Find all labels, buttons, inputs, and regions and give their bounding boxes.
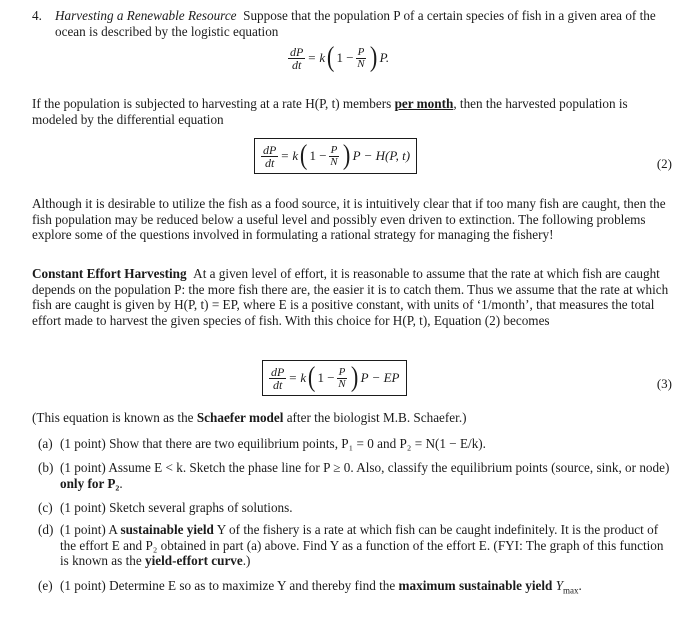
although-paragraph: Although it is desirable to utilize the fish as a food source, it is intuitively clear that if too many fish are caught, then the fish population may be reduced below a useful level and possibly even driven to extinction. The following problems explore some of the questions involved in formulating a rational strategy for managing the fishery! [32,196,666,243]
eq3-label: (3) [656,376,672,391]
eq2-k: = k [280,148,299,164]
part-a [38,436,672,452]
part-e [38,578,672,599]
part-b-label: (b) [38,460,54,475]
eq3-inner: 1 − [317,370,335,386]
eq2-left-paren: ( [300,140,308,171]
part-c [38,500,672,516]
part-e-end: . [578,578,582,593]
part-a-text: (1 point) Show that there are two equilibrium points, P₁ = 0 and P₂ = N(1 − E/k). [60,436,486,451]
ceh-paragraph [32,266,672,328]
harvested-equation [254,138,417,174]
eq3-tail: P − EP [360,370,400,386]
part-b [38,460,672,491]
harvest-text-1: If the population is subjected to harvesting at a rate H(P, t) members [32,96,392,111]
harvest-paragraph [32,96,672,127]
eq3-right-paren: ) [351,362,359,393]
part-a-label: (a) [38,436,53,451]
eq3-k: = k [288,370,307,386]
harvest-text-2: , then the harvested population is modeled by the differential equation [32,96,628,127]
part-d [38,522,672,569]
problem-title: Harvesting a Renewable Resource [55,8,237,23]
ceh-heading: Constant Effort Harvesting [32,266,187,281]
part-b-after: . [119,475,123,491]
schaefer-pre: (This equation is known as the [32,410,194,425]
problem-intro [32,8,672,39]
eq1-inner-fraction: $\frac{P}{N}$ [357,45,365,70]
intro-text: Suppose that the population P of a certain species of fish in a given area of the ocean is described by the logistic equation [55,8,656,39]
part-e-sub: max [563,585,579,596]
eq1-tail: P. [379,50,390,66]
part-b-bold: only for P₂ [60,475,120,491]
part-d-pre: (1 point) A [60,522,118,537]
schaefer-post: after the biologist M.B. Schaefer.) [286,410,467,425]
part-e-label: (e) [38,578,53,593]
eq3-inner-fraction: $\frac{P}{N}$ [338,365,346,390]
eq2-label: (2) [656,156,672,171]
part-d-label: (d) [38,522,54,537]
eq2-inner-fraction: $\frac{P}{N}$ [330,143,338,168]
eq3-lhs-fraction: $\frac{dP}{dt}$ [271,364,285,392]
part-d-bold2: yield-effort curve [144,553,243,569]
eq1-left-paren: ( [327,42,335,73]
part-b-text: (1 point) Assume E < k. Sketch the phase line for P ≥ 0. Also, classify the equilibrium points (source, sink, or node) [60,460,670,475]
part-c-text: (1 point) Sketch several graphs of solutions. [60,500,293,515]
part-e-text: (1 point) Determine E so as to maximize Y and thereby find the [60,578,396,593]
eq2-inner: 1 − [309,148,327,164]
eq1-inner: 1 − [336,50,354,66]
part-d-after: .) [242,553,251,569]
part-e-bold: maximum sustainable yield [398,578,553,593]
schaefer-equation [262,360,407,396]
eq1-right-paren: ) [370,42,378,73]
schaefer-model-term: Schaefer model [196,410,284,425]
problem-number: 4. [32,8,42,23]
eq2-right-paren: ) [343,140,351,171]
ceh-text: At a given level of effort, it is reasonable to assume that the rate at which fish are caught depends on the population P: the more fish there are, the easier it is to catch them. Thus we assume that the rate at which fish are caught is given by H(P, t) = EP, where E is a positive constant, with units of ‘1/month’, that measures the total effort made to harvest the given species of fish. With this choice for H(P, t), Equation (2) becomes [32,266,669,328]
eq1-lhs-fraction: $\frac{dP}{dt}$ [290,44,304,72]
part-d-text: Y of the fishery is a rate at which fish can be caught indefinitely. It is the product of the effort E and P₂ obtained in part (a) above. Find Y as a function of the effort E. (FYI: The graph of this function is known as the [60,522,664,569]
eq3-left-paren: ( [308,362,316,393]
eq2-tail: P − H(P, t) [352,148,411,164]
eq1-k: = k [307,50,326,66]
logistic-equation [286,44,389,72]
part-e-ymax: Y [555,578,564,593]
harvest-per-month: per month [394,96,454,111]
part-c-label: (c) [38,500,53,515]
part-d-bold: sustainable yield [120,522,214,537]
eq2-lhs-fraction: $\frac{dP}{dt}$ [263,142,277,170]
schaefer-note [32,410,672,426]
